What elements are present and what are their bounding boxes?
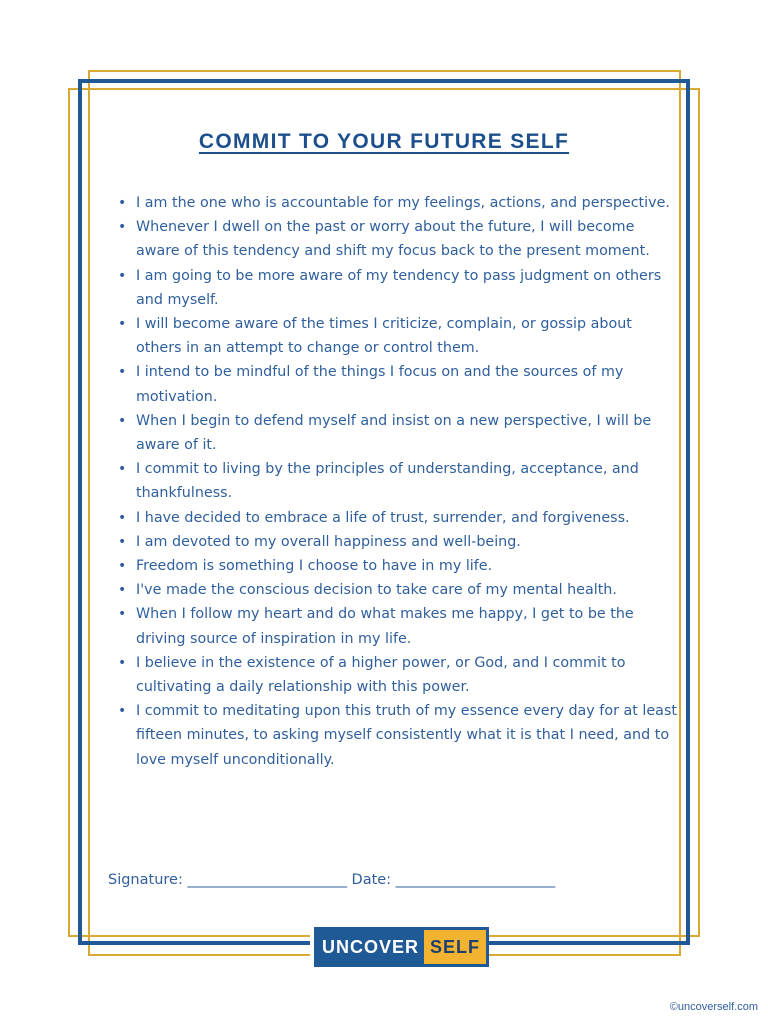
list-item-text: When I begin to defend myself and insist on a new perspective, I will be aware of it. [136,412,652,454]
bullet-icon: • [118,461,127,478]
list-item-text: Freedom is something I choose to have in my life. [136,558,493,575]
bullet-icon: • [118,219,127,236]
signature-line: Signature: ______________________ Date: ______________________ [108,872,556,888]
logo-text-self: SELF [424,930,486,964]
list-item-text: I am the one who is accountable for my feelings, actions, and perspective. [136,195,670,211]
copyright-text: ©uncoverself.com [669,1001,758,1013]
list-item [118,578,678,602]
list-item [118,554,678,578]
bullet-icon: • [118,606,127,623]
list-item-text: I intend to be mindful of the things I focus on and the sources of my motivation. [136,364,624,405]
bullet-icon: • [118,703,127,720]
list-item-text: I commit to meditating upon this truth of my essence every day for at least fifteen minutes, to asking myself consistently what it is that I need, and to love myself unconditionally. [136,703,677,768]
list-item-text: I am devoted to my overall happiness and well-being. [136,533,521,550]
logo-text-uncover: UNCOVER [317,930,424,964]
list-item [118,530,678,554]
list-item [118,602,678,650]
list-item [118,215,678,263]
page-title: COMMIT TO YOUR FUTURE SELF [198,130,570,153]
bullet-icon: • [118,533,127,550]
page-title-wrap [0,130,768,154]
list-item-text: I am going to be more aware of my tendency to pass judgment on others and myself. [136,267,662,308]
bullet-icon: • [118,582,127,599]
bullet-icon: • [118,558,127,575]
bullet-icon: • [118,195,127,211]
list-item-text: I commit to living by the principles of understanding, acceptance, and thankfulness. [136,461,639,502]
bullet-icon: • [118,412,127,429]
list-item-text: When I follow my heart and do what makes me happy, I get to be the driving source of inspiration in my life. [136,606,634,647]
bullet-icon: • [118,364,127,381]
uncoverself-logo [314,927,489,967]
bullet-icon: • [118,654,127,671]
logo-box [314,927,489,967]
bullet-icon: • [118,316,127,333]
list-item [118,312,678,360]
commitment-list [118,191,678,772]
list-item [118,191,678,215]
list-item-text: I believe in the existence of a higher power, or God, and I commit to cultivating a daily relationship with this power. [136,654,626,696]
list-item-text: I've made the conscious decision to take care of my mental health. [136,582,617,599]
list-item [118,457,678,505]
bullet-icon: • [118,267,127,284]
bullet-icon: • [118,509,127,526]
list-item [118,264,678,312]
list-item [118,699,678,772]
list-item [118,409,678,457]
list-item [118,651,678,699]
list-item [118,506,678,530]
list-item-text: Whenever I dwell on the past or worry about the future, I will become aware of this tendency and shift my focus back to the present moment. [136,219,650,260]
list-item-text: I will become aware of the times I criticize, complain, or gossip about others in an attempt to change or control them. [136,316,632,357]
list-item-text: I have decided to embrace a life of trust, surrender, and forgiveness. [136,509,630,526]
list-item [118,360,678,408]
